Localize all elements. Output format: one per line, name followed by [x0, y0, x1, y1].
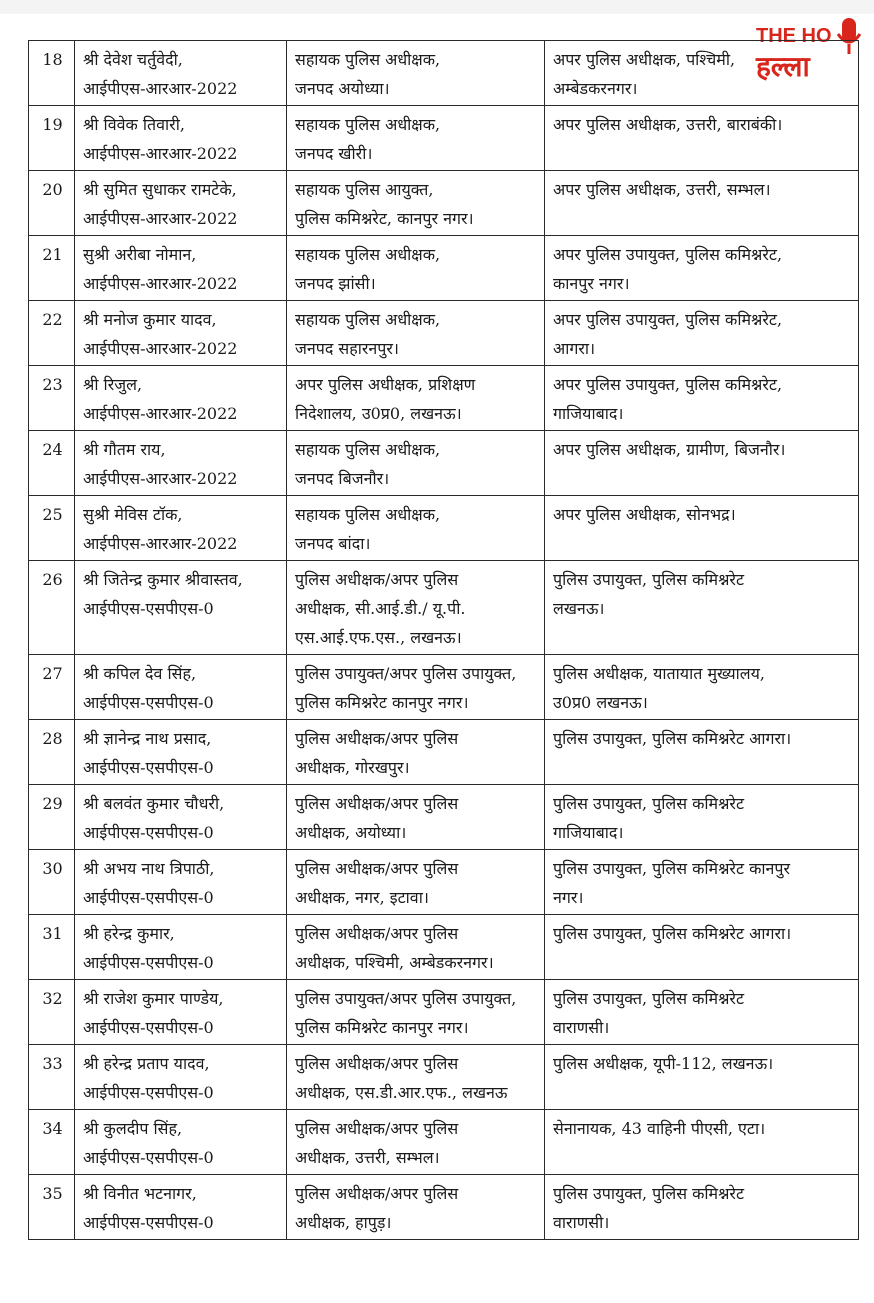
officer-cell — [75, 431, 287, 496]
officer-name: श्री विनीत भटनागर, — [83, 1184, 197, 1203]
new-posting-line: अपर पुलिस अधीक्षक, ग्रामीण, बिजनौर। — [553, 440, 786, 459]
officer-name: श्री विवेक तिवारी, — [83, 115, 185, 134]
current-posting-line: पुलिस अधीक्षक/अपर पुलिस — [295, 794, 459, 813]
current-posting-line: सहायक पुलिस अधीक्षक, — [295, 50, 441, 69]
current-posting — [287, 655, 545, 720]
new-posting-line: पुलिस उपायुक्त, पुलिस कमिश्नरेट — [553, 1184, 745, 1203]
current-posting-line: सहायक पुलिस अधीक्षक, — [295, 440, 441, 459]
officer-name: श्री ज्ञानेन्द्र नाथ प्रसाद, — [83, 729, 212, 748]
officer-name: श्री राजेश कुमार पाण्डेय, — [83, 989, 224, 1008]
current-posting — [287, 1045, 545, 1110]
officer-cell — [75, 496, 287, 561]
new-posting-line: पुलिस उपायुक्त, पुलिस कमिश्नरेट आगरा। — [553, 729, 792, 748]
officer-name: श्री अभय नाथ त्रिपाठी, — [83, 859, 215, 878]
new-posting-line: पुलिस अधीक्षक, यूपी-112, लखनऊ। — [553, 1054, 774, 1073]
table-row — [29, 1175, 859, 1240]
table-row — [29, 1045, 859, 1110]
officer-cadre: आईपीएस-एसपीएस-0 — [83, 1018, 214, 1037]
current-posting-line: पुलिस अधीक्षक/अपर पुलिस — [295, 1054, 459, 1073]
current-posting-line: अपर पुलिस अधीक्षक, प्रशिक्षण — [295, 375, 476, 394]
serial-number: 35 — [29, 1175, 75, 1240]
officer-cadre: आईपीएस-एसपीएस-0 — [83, 1148, 214, 1167]
officer-cadre: आईपीएस-एसपीएस-0 — [83, 693, 214, 712]
table-row — [29, 980, 859, 1045]
serial-number: 28 — [29, 720, 75, 785]
table-row — [29, 561, 859, 655]
officer-cadre: आईपीएस-एसपीएस-0 — [83, 599, 214, 618]
current-posting — [287, 496, 545, 561]
officer-name: श्री कपिल देव सिंह, — [83, 664, 197, 683]
serial-number: 24 — [29, 431, 75, 496]
current-posting — [287, 431, 545, 496]
new-posting-line: पुलिस उपायुक्त, पुलिस कमिश्नरेट — [553, 794, 745, 813]
table-row — [29, 915, 859, 980]
officer-cadre: आईपीएस-एसपीएस-0 — [83, 1213, 214, 1232]
new-posting — [545, 850, 859, 915]
officer-cell — [75, 720, 287, 785]
svg-text:हल्ला: हल्ला — [756, 50, 810, 83]
serial-number: 34 — [29, 1110, 75, 1175]
officer-cadre: आईपीएस-एसपीएस-0 — [83, 953, 214, 972]
current-posting-line: पुलिस अधीक्षक/अपर पुलिस — [295, 1184, 459, 1203]
serial-number: 32 — [29, 980, 75, 1045]
serial-number: 20 — [29, 171, 75, 236]
current-posting-line: सहायक पुलिस अधीक्षक, — [295, 115, 441, 134]
current-posting-line: निदेशालय, उ0प्र0, लखनऊ। — [295, 404, 462, 423]
current-posting — [287, 785, 545, 850]
new-posting — [545, 561, 859, 655]
new-posting-line: अपर पुलिस अधीक्षक, उत्तरी, बाराबंकी। — [553, 115, 783, 134]
serial-number: 22 — [29, 301, 75, 366]
new-posting-line: पुलिस उपायुक्त, पुलिस कमिश्नरेट कानपुर — [553, 859, 791, 878]
officer-cadre: आईपीएस-एसपीएस-0 — [83, 758, 214, 777]
serial-number: 29 — [29, 785, 75, 850]
transfer-table — [28, 40, 859, 1240]
officer-cadre: आईपीएस-आरआर-2022 — [83, 404, 238, 423]
new-posting-line: कानपुर नगर। — [553, 274, 630, 293]
new-posting — [545, 106, 859, 171]
current-posting-line: जनपद बांदा। — [295, 534, 371, 553]
new-posting — [545, 785, 859, 850]
table-row — [29, 431, 859, 496]
table-row — [29, 1110, 859, 1175]
current-posting — [287, 850, 545, 915]
current-posting-line: पुलिस अधीक्षक/अपर पुलिस — [295, 924, 459, 943]
serial-number: 23 — [29, 366, 75, 431]
current-posting-line: पुलिस कमिश्नरेट, कानपुर नगर। — [295, 209, 474, 228]
officer-name: श्री जितेन्द्र कुमार श्रीवास्तव, — [83, 570, 243, 589]
current-posting-line: जनपद झांसी। — [295, 274, 376, 293]
officer-cadre: आईपीएस-आरआर-2022 — [83, 79, 238, 98]
current-posting-line: अधीक्षक, एस.डी.आर.एफ., लखनऊ — [295, 1083, 508, 1102]
officer-name: श्री कुलदीप सिंह, — [83, 1119, 183, 1138]
serial-number: 19 — [29, 106, 75, 171]
current-posting-line: अधीक्षक, सी.आई.डी./ यू.पी. — [295, 599, 466, 618]
new-posting — [545, 301, 859, 366]
new-posting-line: उ0प्र0 लखनऊ। — [553, 693, 648, 712]
serial-number: 27 — [29, 655, 75, 720]
officer-cadre: आईपीएस-आरआर-2022 — [83, 469, 238, 488]
current-posting — [287, 301, 545, 366]
new-posting — [545, 236, 859, 301]
serial-number: 30 — [29, 850, 75, 915]
current-posting-line: अधीक्षक, गोरखपुर। — [295, 758, 410, 777]
serial-number: 33 — [29, 1045, 75, 1110]
officer-name: श्री सुमित सुधाकर रामटेके, — [83, 180, 237, 199]
new-posting-line: पुलिस उपायुक्त, पुलिस कमिश्नरेट — [553, 570, 745, 589]
current-posting-line: अधीक्षक, पश्चिमी, अम्बेडकरनगर। — [295, 953, 494, 972]
officer-cell — [75, 561, 287, 655]
new-posting-line: पुलिस उपायुक्त, पुलिस कमिश्नरेट — [553, 989, 745, 1008]
new-posting-line: अपर पुलिस अधीक्षक, पश्चिमी, — [553, 50, 736, 69]
table-row — [29, 171, 859, 236]
serial-number: 18 — [29, 41, 75, 106]
table-row — [29, 720, 859, 785]
new-posting — [545, 1110, 859, 1175]
current-posting-line: पुलिस कमिश्नरेट कानपुर नगर। — [295, 1018, 469, 1037]
table-row — [29, 236, 859, 301]
current-posting-line: सहायक पुलिस अधीक्षक, — [295, 505, 441, 524]
officer-name: श्री गौतम राय, — [83, 440, 166, 459]
top-strip — [0, 0, 874, 14]
officer-cell — [75, 171, 287, 236]
current-posting — [287, 106, 545, 171]
new-posting — [545, 980, 859, 1045]
new-posting-line: अपर पुलिस उपायुक्त, पुलिस कमिश्नरेट, — [553, 310, 783, 329]
current-posting — [287, 366, 545, 431]
new-posting-line: अपर पुलिस उपायुक्त, पुलिस कमिश्नरेट, — [553, 375, 783, 394]
officer-name: श्री मनोज कुमार यादव, — [83, 310, 217, 329]
current-posting-line: पुलिस उपायुक्त/अपर पुलिस उपायुक्त, — [295, 989, 517, 1008]
current-posting-line: जनपद सहारनपुर। — [295, 339, 399, 358]
current-posting-line: सहायक पुलिस आयुक्त, — [295, 180, 434, 199]
officer-cell — [75, 1045, 287, 1110]
new-posting-line: पुलिस अधीक्षक, यातायात मुख्यालय, — [553, 664, 766, 683]
current-posting-line: एस.आई.एफ.एस., लखनऊ। — [295, 628, 462, 647]
new-posting-line: अपर पुलिस अधीक्षक, सोनभद्र। — [553, 505, 736, 524]
new-posting — [545, 655, 859, 720]
current-posting-line: पुलिस अधीक्षक/अपर पुलिस — [295, 570, 459, 589]
officer-name: सुश्री अरीबा नोमान, — [83, 245, 197, 264]
new-posting — [545, 915, 859, 980]
current-posting-line: अधीक्षक, अयोध्या। — [295, 823, 407, 842]
officer-cadre: आईपीएस-आरआर-2022 — [83, 339, 238, 358]
officer-cadre: आईपीएस-आरआर-2022 — [83, 209, 238, 228]
new-posting-line: अपर पुलिस अधीक्षक, उत्तरी, सम्भल। — [553, 180, 771, 199]
officer-cell — [75, 236, 287, 301]
table-row — [29, 366, 859, 431]
current-posting-line: जनपद बिजनौर। — [295, 469, 390, 488]
current-posting — [287, 41, 545, 106]
officer-name: सुश्री मेविस टॉक, — [83, 505, 183, 524]
new-posting-line: वाराणसी। — [553, 1018, 610, 1037]
officer-cell — [75, 655, 287, 720]
current-posting — [287, 1175, 545, 1240]
current-posting-line: अधीक्षक, उत्तरी, सम्भल। — [295, 1148, 440, 1167]
new-posting-line: लखनऊ। — [553, 599, 605, 618]
current-posting-line: अधीक्षक, हापुड़। — [295, 1213, 392, 1232]
new-posting — [545, 1175, 859, 1240]
new-posting-line: गाजियाबाद। — [553, 404, 624, 423]
current-posting-line: जनपद अयोध्या। — [295, 79, 390, 98]
table-row — [29, 106, 859, 171]
officer-cell — [75, 850, 287, 915]
svg-text:THE HO: THE HO — [756, 25, 832, 47]
table-row — [29, 301, 859, 366]
current-posting-line: पुलिस अधीक्षक/अपर पुलिस — [295, 729, 459, 748]
new-posting-line: आगरा। — [553, 339, 596, 358]
current-posting-line: पुलिस कमिश्नरेट कानपुर नगर। — [295, 693, 469, 712]
officer-cell — [75, 1175, 287, 1240]
table-row — [29, 496, 859, 561]
serial-number: 31 — [29, 915, 75, 980]
current-posting-line: सहायक पुलिस अधीक्षक, — [295, 245, 441, 264]
officer-cell — [75, 785, 287, 850]
current-posting — [287, 236, 545, 301]
officer-name: श्री हरेन्द्र प्रताप यादव, — [83, 1054, 210, 1073]
table-row — [29, 655, 859, 720]
current-posting — [287, 915, 545, 980]
current-posting-line: जनपद खीरी। — [295, 144, 373, 163]
serial-number: 21 — [29, 236, 75, 301]
officer-cell — [75, 41, 287, 106]
officer-name: श्री देवेश चर्तुवेदी, — [83, 50, 183, 69]
new-posting-line: वाराणसी। — [553, 1213, 610, 1232]
officer-cadre: आईपीएस-एसपीएस-0 — [83, 888, 214, 907]
new-posting — [545, 431, 859, 496]
current-posting — [287, 720, 545, 785]
table-row — [29, 41, 859, 106]
officer-cell — [75, 106, 287, 171]
new-posting — [545, 720, 859, 785]
officer-cell — [75, 366, 287, 431]
new-posting-line: नगर। — [553, 888, 584, 907]
new-posting-line: अम्बेडकरनगर। — [553, 79, 638, 98]
officer-cadre: आईपीएस-एसपीएस-0 — [83, 1083, 214, 1102]
new-posting-line: अपर पुलिस उपायुक्त, पुलिस कमिश्नरेट, — [553, 245, 783, 264]
officer-name: श्री बलवंत कुमार चौधरी, — [83, 794, 225, 813]
serial-number: 25 — [29, 496, 75, 561]
current-posting — [287, 980, 545, 1045]
new-posting — [545, 41, 859, 106]
current-posting-line: सहायक पुलिस अधीक्षक, — [295, 310, 441, 329]
officer-cadre: आईपीएस-एसपीएस-0 — [83, 823, 214, 842]
serial-number: 26 — [29, 561, 75, 655]
officer-name: श्री हरेन्द्र कुमार, — [83, 924, 175, 943]
new-posting-line: गाजियाबाद। — [553, 823, 624, 842]
officer-name: श्री रिजुल, — [83, 375, 143, 394]
table-row — [29, 785, 859, 850]
officer-cadre: आईपीएस-आरआर-2022 — [83, 274, 238, 293]
table-row — [29, 850, 859, 915]
officer-cadre: आईपीएस-आरआर-2022 — [83, 144, 238, 163]
current-posting-line: पुलिस अधीक्षक/अपर पुलिस — [295, 1119, 459, 1138]
new-posting — [545, 366, 859, 431]
current-posting-line: पुलिस अधीक्षक/अपर पुलिस — [295, 859, 459, 878]
officer-cell — [75, 1110, 287, 1175]
current-posting — [287, 1110, 545, 1175]
current-posting-line: अधीक्षक, नगर, इटावा। — [295, 888, 429, 907]
current-posting — [287, 171, 545, 236]
new-posting — [545, 1045, 859, 1110]
new-posting — [545, 171, 859, 236]
new-posting — [545, 496, 859, 561]
new-posting-line: पुलिस उपायुक्त, पुलिस कमिश्नरेट आगरा। — [553, 924, 792, 943]
current-posting — [287, 561, 545, 655]
officer-cell — [75, 915, 287, 980]
new-posting-line: सेनानायक, 43 वाहिनी पीएसी, एटा। — [553, 1119, 766, 1138]
officer-cadre: आईपीएस-आरआर-2022 — [83, 534, 238, 553]
officer-cell — [75, 301, 287, 366]
current-posting-line: पुलिस उपायुक्त/अपर पुलिस उपायुक्त, — [295, 664, 517, 683]
officer-cell — [75, 980, 287, 1045]
